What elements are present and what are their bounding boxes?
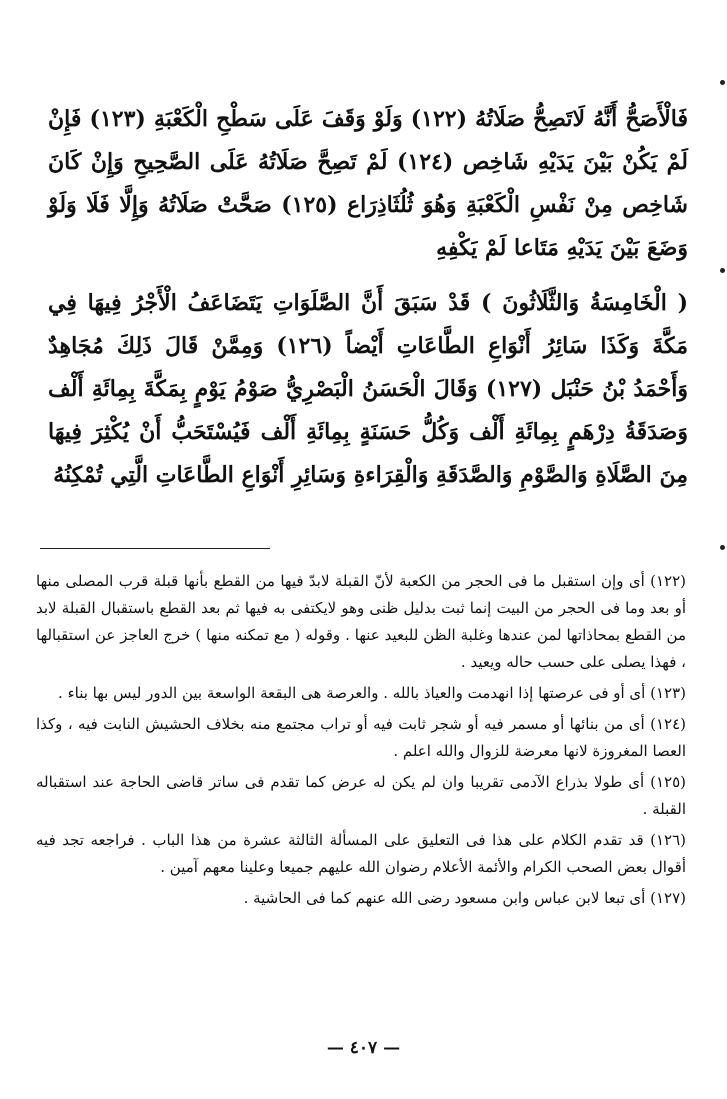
footnote: (١٢٣) أى أو فى عرصتها إذا انهدمت والعياذ بالله . والعرصة هى البقعة الواسعة بين الدور ليس بها بناء .	[58, 684, 686, 702]
footnote-separator	[40, 548, 270, 549]
main-paragraph: ( الْخَامِسَةُ وَالثَّلَاثُونَ ) قَدْ سَبَقَ أَنَّ الصَّلَوَاتِ يَتَضَاعَفُ الْأَجْرُ فِيهَا فِي مَكَّةَ وَكَذَا سَائِرُ أَنْوَاعِ الطَّاعَاتِ أَيْضاً (١٢٦) وَمِمَّنْ قَالَ ذَلِكَ مُجَاهِدٌ وَأَحْمَدُ بْنُ حَنْبَل (١٢٧) وَقَالَ الْحَسَنُ الْبَصْرِيُّ صَوْمُ يَوْمٍ بِمَكَّةَ بِمِائَةِ أَلْف وَصَدَقَةُ دِرْهَمٍ بِمِائَةِ أَلْف وَكُلُّ حَسَنَةٍ بِمِائَةِ أَلْف فَيُسْتَحَبُّ أَنْ يُكْثِرَ فِيهَا مِنَ الصَّلَاةِ وَالصَّوْمِ وَالصَّدَقَةِ وَالْقِرَاءةِ وَسَائِرِ أَنْوَاعِ الطَّاعَاتِ الَّتِي تُمْكِنُهُ	[48, 290, 688, 488]
footnote: (١٢٦) قد تقدم الكلام على هذا فى التعليق على المسألة الثالثة عشرة من هذا الباب . فراجعه تجد فيه أقوال بعض الصحب الكرام والأئمة الأعلام رضوان الله عليهم جميعا وعلينا معهم آمين .	[36, 831, 686, 876]
footnote: (١٢٤) أى من بنائها أو مسمر فيه أو شجر ثابت فيه أو تراب مجتمع منه بخلاف الحشيش النابت فيه ، وكذا العصا المغروزة لانها معرضة للزوال والله اعلم .	[36, 715, 686, 760]
footnote: (١٢٢) أى وإن استقبل ما فى الحجر من الكعبة لأنّ القبلة لابدّ فيها من القطع بأنها قبلة قرب المصلى منها أو بعد وما فى الحجر من البيت إنما ثبت بدليل ظنى وهو لايكتفى به فيها ثم بعد القطع باستقبال القبلة لابد من القطع بمحاذاتها لمن عندها وغلبة الظن للبعيد عنها . وقوله ( مع تمكنه منها ) خرج العاجز عن استقبالها ، فهذا يصلى على حسب حاله ويعيد .	[36, 572, 686, 671]
main-paragraph: فَالْأَصَحُّ أَنَّهُ لَاتَصِحُّ صَلَاتُهُ (١٢٢) وَلَوْ وَقَفَ عَلَى سَطْحِ الْكَعْبَةِ (١٢٣) فَإِنْ لَمْ يَكُنْ بَيْنَ يَدَيْهِ شَاخِص (١٢٤) لَمْ تَصِحَّ صَلَاتُهُ عَلَى الصَّحِيحِ وَإِنْ كَانَ شَاخِص مِنْ نَفْسِ الْكَعْبَةِ وَهُوَ ثُلُثَاذِرَاع (١٢٥) صَحَّتْ صَلَاتُهُ وَإِلَّا فَلَا وَلَوْ وَضَعَ بَيْنَ يَدَيْهِ مَتَاعا لَمْ يَكْفِهِ	[48, 106, 688, 261]
scan-speck	[720, 80, 725, 85]
footnote: (١٢٥) أى طولا بذراع الآدمى تقريبا وان لم يكن له عرض كما تقدم فى ساتر قاضى الحاجة عند استقباله القبلة .	[36, 773, 686, 818]
scan-speck	[720, 545, 725, 550]
page-number: — ٤٠٧ —	[326, 1038, 401, 1058]
main-text	[48, 98, 688, 509]
scan-speck	[720, 268, 725, 273]
footnotes	[36, 568, 686, 916]
footnote: (١٢٧) أى تبعا لابن عباس وابن مسعود رضى الله عنهم كما فى الحاشية .	[243, 889, 686, 907]
